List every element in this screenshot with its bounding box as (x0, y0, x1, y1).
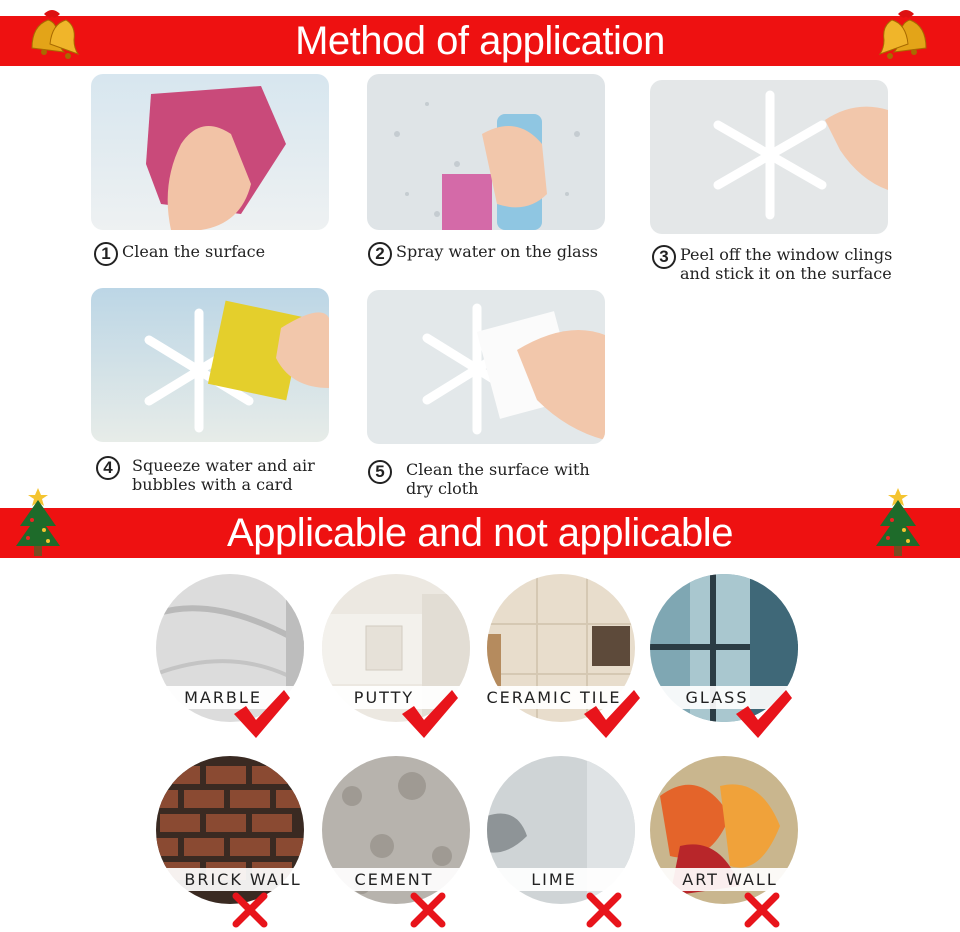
step-number: 5 (368, 460, 392, 484)
step-number: 1 (94, 242, 118, 266)
check-mark-icon (734, 688, 794, 740)
surface-label-glass: GLASS (637, 686, 797, 709)
surface-label-putty: PUTTY (304, 686, 464, 709)
cross-mark-icon (232, 892, 268, 928)
surface-label-brick-wall: BRICK WALL (163, 868, 323, 891)
surface-label-cement: CEMENT (314, 868, 474, 891)
step-4-photo (91, 288, 329, 442)
check-mark-icon (232, 688, 292, 740)
method-title: Method of application (295, 19, 665, 63)
cross-mark-icon (410, 892, 446, 928)
step-5-photo (367, 290, 605, 444)
bell-icon (876, 4, 936, 62)
step-4-caption (96, 456, 315, 494)
step-1-caption (94, 242, 265, 266)
cross-mark-icon (744, 892, 780, 928)
step-text: Spray water on the glass (396, 242, 599, 261)
applicable-banner (0, 508, 960, 558)
step-text: Squeeze water and air bubbles with a card (132, 456, 315, 494)
step-3-photo (650, 80, 888, 234)
surface-label-lime: LIME (474, 868, 634, 891)
christmas-tree-icon (872, 486, 924, 558)
check-mark-icon (400, 688, 460, 740)
step-1-photo (91, 74, 329, 230)
bell-icon (22, 4, 82, 62)
surface-label-art-wall: ART WALL (650, 868, 810, 891)
applicable-title: Applicable and not applicable (227, 511, 733, 555)
method-banner (0, 16, 960, 66)
surface-label-ceramic-tile: CERAMIC TILE (474, 686, 634, 709)
step-text: Clean the surface with dry cloth (406, 460, 590, 498)
step-number: 2 (368, 242, 392, 266)
cross-mark-icon (586, 892, 622, 928)
step-number: 3 (652, 245, 676, 269)
step-2-caption (368, 242, 598, 266)
step-number: 4 (96, 456, 120, 480)
step-2-photo (367, 74, 605, 230)
step-5-caption (368, 460, 590, 498)
surface-label-marble: MARBLE (143, 686, 303, 709)
christmas-tree-icon (12, 486, 64, 558)
check-mark-icon (582, 688, 642, 740)
step-3-caption (652, 245, 892, 283)
step-text: Peel off the window clings and stick it on the surface (680, 245, 893, 283)
step-text: Clean the surface (122, 242, 266, 261)
